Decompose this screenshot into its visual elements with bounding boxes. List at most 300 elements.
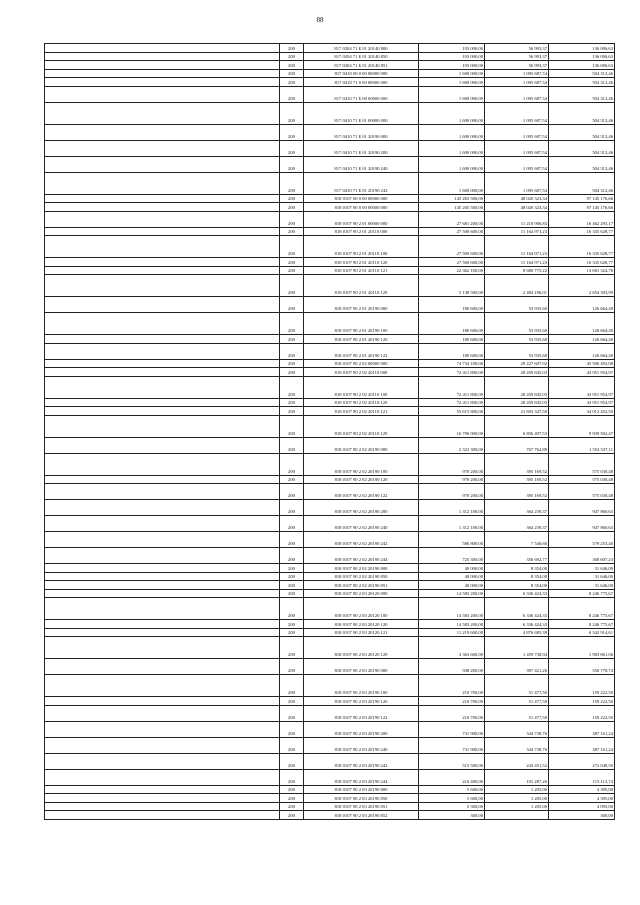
row-name [45, 44, 280, 53]
table-row [45, 737, 615, 753]
row-budget-code: 817 0410 71 Б 00 00000 000 [304, 86, 419, 102]
row-name [45, 376, 280, 398]
row-name [45, 637, 280, 659]
row-approved-amount: 216 400,00 [419, 769, 485, 785]
row-name [45, 61, 280, 70]
row-name [45, 194, 280, 203]
row-name [45, 124, 280, 140]
row-name [45, 78, 280, 87]
row-executed-amount: 28 459 845,03 [485, 398, 549, 407]
row-executed-amount: 6 336 424,33 [485, 589, 549, 598]
row-budget-code: 817 0410 71 Б 01 20190 240 [304, 156, 419, 172]
row-budget-code: 818 0107 90 2 02 20190 000 [304, 437, 419, 453]
row-approved-amount: 180 600,00 [419, 343, 485, 359]
row-name [45, 227, 280, 236]
row-name [45, 753, 280, 769]
row-budget-code: 818 0107 90 2 02 20190 851 [304, 581, 419, 590]
row-executed-amount: 8 354,00 [485, 564, 549, 573]
row-name [45, 140, 280, 156]
row-approved-amount: 210 700,00 [419, 675, 485, 697]
row-executed-amount: 11 164 971,23 [485, 227, 549, 236]
table-row [45, 437, 615, 453]
row-remaining-amount: 16 335 628,77 [549, 227, 615, 236]
row-approved-amount: 948 200,00 [419, 659, 485, 675]
table-row [45, 275, 615, 297]
row-executed-amount: 1 095 687,54 [485, 69, 549, 78]
row-name [45, 769, 280, 785]
row-approved-amount: 1 600 000,00 [419, 140, 485, 156]
row-line-code: 200 [280, 769, 304, 785]
table-row [45, 407, 615, 416]
row-line-code: 200 [280, 415, 304, 437]
row-executed-amount: 243 451,52 [485, 753, 549, 769]
row-budget-code: 818 0107 90 2 01 20190 000 [304, 297, 419, 313]
row-approved-amount: 193 000,00 [419, 61, 485, 70]
row-approved-amount: 1 600 000,00 [419, 78, 485, 87]
row-approved-amount: 11 219 600,00 [419, 628, 485, 637]
row-line-code: 200 [280, 236, 304, 258]
row-line-code: 200 [280, 297, 304, 313]
row-remaining-amount: 579 253,40 [549, 532, 615, 548]
row-budget-code: 818 0107 90 2 02 20190 242 [304, 532, 419, 548]
row-executed-amount: 6 336 424,33 [485, 598, 549, 620]
row-line-code: 200 [280, 78, 304, 87]
table-row [45, 211, 615, 227]
row-name [45, 335, 280, 344]
row-name [45, 52, 280, 61]
table-row [45, 620, 615, 629]
row-approved-amount: 74 734 100,00 [419, 359, 485, 368]
row-budget-code: 818 0107 90 2 03 20190 851 [304, 802, 419, 811]
row-name [45, 415, 280, 437]
row-line-code: 200 [280, 258, 304, 267]
table-row [45, 659, 615, 675]
row-remaining-amount: 504 312,46 [549, 156, 615, 172]
row-name [45, 343, 280, 359]
row-budget-code: 818 0107 90 2 03 20120 000 [304, 589, 419, 598]
row-remaining-amount: 575 030,48 [549, 475, 615, 484]
row-remaining-amount: 9 939 502,47 [549, 415, 615, 437]
row-remaining-amount: 947 860,63 [549, 516, 615, 532]
row-approved-amount: 145 265 500,00 [419, 194, 485, 203]
page-number: 88 [316, 16, 324, 24]
row-approved-amount: 72 411 800,00 [419, 398, 485, 407]
row-name [45, 675, 280, 697]
row-budget-code: 818 0107 90 2 02 20190 850 [304, 572, 419, 581]
row-budget-code: 818 0107 00 0 00 00000 000 [304, 194, 419, 203]
row-name [45, 211, 280, 227]
row-approved-amount: 180 600,00 [419, 335, 485, 344]
row-line-code: 200 [280, 194, 304, 203]
row-budget-code: 818 0107 90 2 03 20190 000 [304, 659, 419, 675]
row-approved-amount: 145 265 500,00 [419, 203, 485, 212]
row-remaining-amount: 504 312,46 [549, 172, 615, 194]
table-row [45, 156, 615, 172]
row-remaining-amount: 159 222,50 [549, 697, 615, 706]
row-approved-amount: 300,00 [419, 811, 485, 820]
budget-table [44, 43, 615, 820]
row-name [45, 475, 280, 484]
row-remaining-amount: 8 246 775,67 [549, 589, 615, 598]
row-remaining-amount: 504 312,46 [549, 69, 615, 78]
row-remaining-amount: 575 030,48 [549, 484, 615, 500]
row-executed-amount: 344 738,76 [485, 721, 549, 737]
row-executed-amount: 29 227 607,92 [485, 359, 549, 368]
row-remaining-amount: 97 145 176,66 [549, 203, 615, 212]
row-executed-amount: 6 856 497,53 [485, 415, 549, 437]
table-row [45, 628, 615, 637]
row-budget-code: 818 0107 90 2 01 20110 120 [304, 258, 419, 267]
row-line-code: 200 [280, 203, 304, 212]
table-row [45, 564, 615, 573]
row-executed-amount: 1 095 687,54 [485, 124, 549, 140]
row-approved-amount: 731 900,00 [419, 737, 485, 753]
row-executed-amount: 2 484 196,01 [485, 275, 549, 297]
budget-table-body [45, 44, 615, 820]
row-remaining-amount: 16 335 628,77 [549, 236, 615, 258]
table-row [45, 102, 615, 124]
row-executed-amount: 56 993,37 [485, 52, 549, 61]
row-line-code: 200 [280, 637, 304, 659]
row-line-code: 200 [280, 564, 304, 573]
row-approved-amount: 970 200,00 [419, 484, 485, 500]
row-remaining-amount: 272 048,50 [549, 753, 615, 769]
row-name [45, 705, 280, 721]
row-line-code: 200 [280, 398, 304, 407]
row-approved-amount: 27 500 600,00 [419, 236, 485, 258]
row-approved-amount: 72 411 800,00 [419, 368, 485, 377]
row-budget-code: 818 0107 90 2 02 20110 121 [304, 407, 419, 416]
table-row [45, 811, 615, 820]
row-remaining-amount: 504 312,46 [549, 78, 615, 87]
row-remaining-amount: 43 951 954,97 [549, 368, 615, 377]
row-approved-amount: 731 900,00 [419, 721, 485, 737]
row-budget-code: 818 0107 90 2 02 00000 000 [304, 359, 419, 368]
row-name [45, 697, 280, 706]
row-approved-amount: 180 600,00 [419, 297, 485, 313]
row-name [45, 572, 280, 581]
row-approved-amount: 27 500 600,00 [419, 227, 485, 236]
row-budget-code: 817 0410 71 Б 01 00000 000 [304, 102, 419, 124]
row-executed-amount: 8 680 775,22 [485, 266, 549, 275]
row-budget-code: 817 0410 71 Б 01 20190 200 [304, 140, 419, 156]
row-name [45, 581, 280, 590]
row-line-code: 200 [280, 69, 304, 78]
row-executed-amount: 51 477,50 [485, 675, 549, 697]
row-line-code: 200 [280, 697, 304, 706]
row-budget-code: 817 0204 71 Б 01 20140 800 [304, 44, 419, 53]
row-name [45, 313, 280, 335]
row-budget-code: 818 0107 90 2 03 20190 244 [304, 769, 419, 785]
row-executed-amount: 1 095 687,54 [485, 102, 549, 124]
row-budget-code: 818 0107 90 2 02 20110 100 [304, 376, 419, 398]
row-executed-amount: 21 603 347,50 [485, 407, 549, 416]
row-line-code: 200 [280, 407, 304, 416]
table-row [45, 675, 615, 697]
row-budget-code: 818 0107 90 2 01 20110 000 [304, 227, 419, 236]
row-name [45, 359, 280, 368]
table-row [45, 769, 615, 785]
row-approved-amount: 2 322 300,00 [419, 437, 485, 453]
row-line-code: 200 [280, 266, 304, 275]
row-executed-amount: 364 239,37 [485, 500, 549, 516]
row-approved-amount: 14 583 200,00 [419, 598, 485, 620]
table-row [45, 532, 615, 548]
row-remaining-amount: 45 506 492,08 [549, 359, 615, 368]
row-name [45, 203, 280, 212]
row-remaining-amount: 31 646,00 [549, 581, 615, 590]
row-approved-amount: 1 600 000,00 [419, 156, 485, 172]
row-line-code: 200 [280, 753, 304, 769]
row-executed-amount: 395 169,52 [485, 484, 549, 500]
row-name [45, 802, 280, 811]
row-executed-amount: 395 169,52 [485, 453, 549, 475]
row-budget-code: 817 0410 00 0 00 00000 000 [304, 69, 419, 78]
row-line-code: 200 [280, 102, 304, 124]
row-remaining-amount: 34 012 452,50 [549, 407, 615, 416]
row-remaining-amount: 126 664,40 [549, 313, 615, 335]
row-executed-amount: 1 095 687,54 [485, 172, 549, 194]
row-line-code: 200 [280, 628, 304, 637]
row-name [45, 297, 280, 313]
row-name [45, 500, 280, 516]
row-remaining-amount: 504 312,46 [549, 124, 615, 140]
row-remaining-amount: 947 860,63 [549, 500, 615, 516]
row-remaining-amount: 31 646,00 [549, 572, 615, 581]
row-line-code: 200 [280, 620, 304, 629]
row-executed-amount: 356 692,77 [485, 548, 549, 564]
row-name [45, 794, 280, 803]
row-line-code: 200 [280, 484, 304, 500]
row-budget-code: 818 0107 90 2 02 20190 122 [304, 484, 419, 500]
row-name [45, 236, 280, 258]
row-name [45, 811, 280, 820]
row-executed-amount: 395 169,52 [485, 475, 549, 484]
row-budget-code: 818 0107 90 2 03 20190 800 [304, 785, 419, 794]
row-line-code: 200 [280, 581, 304, 590]
row-line-code: 200 [280, 811, 304, 820]
row-budget-code: 818 0107 90 2 03 20190 100 [304, 675, 419, 697]
table-row [45, 258, 615, 267]
table-row [45, 335, 615, 344]
table-row [45, 368, 615, 377]
table-row [45, 86, 615, 102]
table-row [45, 52, 615, 61]
row-name [45, 484, 280, 500]
row-name [45, 785, 280, 794]
table-row [45, 124, 615, 140]
table-row [45, 721, 615, 737]
row-line-code: 200 [280, 572, 304, 581]
row-approved-amount: 210 700,00 [419, 705, 485, 721]
row-budget-code: 818 0107 90 2 03 20190 200 [304, 721, 419, 737]
table-row [45, 313, 615, 335]
row-executed-amount: 344 738,76 [485, 737, 549, 753]
table-row [45, 705, 615, 721]
row-executed-amount: 28 459 845,03 [485, 376, 549, 398]
row-approved-amount: 27 681 200,00 [419, 211, 485, 227]
row-name [45, 453, 280, 475]
row-executed-amount: 11 218 906,83 [485, 211, 549, 227]
row-name [45, 620, 280, 629]
row-budget-code: 818 0107 90 2 02 20110 120 [304, 398, 419, 407]
row-approved-amount: 40 000,00 [419, 581, 485, 590]
table-row [45, 548, 615, 564]
row-line-code: 200 [280, 86, 304, 102]
row-budget-code: 818 0107 90 2 03 20190 242 [304, 753, 419, 769]
table-row [45, 203, 615, 212]
row-remaining-amount: 136 006,63 [549, 61, 615, 70]
row-line-code: 200 [280, 52, 304, 61]
row-executed-amount: 11 164 971,23 [485, 258, 549, 267]
row-remaining-amount: 13 681 324,78 [549, 266, 615, 275]
row-name [45, 437, 280, 453]
row-executed-amount: 53 935,60 [485, 313, 549, 335]
row-approved-amount: 55 615 800,00 [419, 407, 485, 416]
row-line-code: 200 [280, 548, 304, 564]
row-line-code: 200 [280, 368, 304, 377]
row-remaining-amount: 575 030,48 [549, 453, 615, 475]
row-budget-code: 818 0107 90 2 02 20190 244 [304, 548, 419, 564]
row-name [45, 628, 280, 637]
row-budget-code: 817 0410 71 Б 01 20190 000 [304, 124, 419, 140]
table-row [45, 140, 615, 156]
row-approved-amount: 5 600,00 [419, 785, 485, 794]
row-approved-amount: 5 138 500,00 [419, 275, 485, 297]
table-row [45, 227, 615, 236]
row-approved-amount: 27 500 600,00 [419, 258, 485, 267]
row-name [45, 69, 280, 78]
row-line-code: 200 [280, 500, 304, 516]
row-budget-code: 818 0107 90 2 02 20110 129 [304, 415, 419, 437]
row-remaining-amount: 6 342 914,61 [549, 628, 615, 637]
row-approved-amount: 1 600 000,00 [419, 69, 485, 78]
row-line-code: 200 [280, 140, 304, 156]
row-budget-code: 818 0107 90 2 02 20110 000 [304, 368, 419, 377]
row-name [45, 407, 280, 416]
row-executed-amount: 1 095 687,54 [485, 78, 549, 87]
row-name [45, 172, 280, 194]
row-approved-amount: 1 600 000,00 [419, 172, 485, 194]
row-budget-code: 818 0107 90 2 02 20190 200 [304, 500, 419, 516]
table-row [45, 44, 615, 53]
row-remaining-amount: 2 654 303,99 [549, 275, 615, 297]
row-approved-amount: 14 583 200,00 [419, 620, 485, 629]
row-name [45, 532, 280, 548]
row-approved-amount: 970 200,00 [419, 475, 485, 484]
row-name [45, 266, 280, 275]
row-line-code: 200 [280, 437, 304, 453]
table-row [45, 785, 615, 794]
row-budget-code: 818 0107 90 2 01 20190 122 [304, 343, 419, 359]
row-executed-amount: 1 459 738,94 [485, 637, 549, 659]
row-approved-amount: 72 411 800,00 [419, 376, 485, 398]
row-executed-amount [485, 811, 549, 820]
row-executed-amount: 6 336 424,33 [485, 620, 549, 629]
row-remaining-amount: 368 607,23 [549, 548, 615, 564]
row-approved-amount: 515 500,00 [419, 753, 485, 769]
row-remaining-amount: 387 161,24 [549, 721, 615, 737]
row-approved-amount: 40 000,00 [419, 564, 485, 573]
row-approved-amount: 180 600,00 [419, 313, 485, 335]
row-line-code: 200 [280, 275, 304, 297]
row-approved-amount: 40 000,00 [419, 572, 485, 581]
row-budget-code: 818 0107 90 2 03 20190 852 [304, 811, 419, 820]
row-remaining-amount: 300,00 [549, 811, 615, 820]
row-executed-amount: 51 477,50 [485, 705, 549, 721]
row-executed-amount: 1 205,00 [485, 794, 549, 803]
row-name [45, 516, 280, 532]
row-executed-amount: 53 935,60 [485, 297, 549, 313]
row-line-code: 200 [280, 705, 304, 721]
table-row [45, 297, 615, 313]
row-executed-amount: 8 354,00 [485, 581, 549, 590]
row-name [45, 737, 280, 753]
row-approved-amount: 14 583 200,00 [419, 589, 485, 598]
table-row [45, 475, 615, 484]
row-line-code: 200 [280, 475, 304, 484]
row-remaining-amount: 136 006,63 [549, 44, 615, 53]
row-budget-code: 818 0107 90 2 01 00000 000 [304, 211, 419, 227]
table-row [45, 343, 615, 359]
row-remaining-amount: 126 664,40 [549, 343, 615, 359]
row-approved-amount: 1 600 000,00 [419, 124, 485, 140]
row-budget-code: 818 0107 90 2 02 20190 240 [304, 516, 419, 532]
row-executed-amount: 56 993,37 [485, 44, 549, 53]
row-executed-amount: 1 205,00 [485, 802, 549, 811]
row-approved-amount: 970 200,00 [419, 453, 485, 475]
row-remaining-amount: 126 664,40 [549, 335, 615, 344]
row-budget-code: 817 0204 71 Б 01 20140 851 [304, 61, 419, 70]
row-line-code: 200 [280, 227, 304, 236]
table-row [45, 236, 615, 258]
table-row [45, 794, 615, 803]
row-budget-code: 818 0107 90 2 01 20190 120 [304, 335, 419, 344]
row-executed-amount: 7 546,60 [485, 532, 549, 548]
row-remaining-amount: 4 395,00 [549, 785, 615, 794]
row-remaining-amount: 126 664,40 [549, 297, 615, 313]
row-line-code: 200 [280, 721, 304, 737]
row-line-code: 200 [280, 598, 304, 620]
row-approved-amount: 1 312 100,00 [419, 516, 485, 532]
row-approved-amount: 193 000,00 [419, 44, 485, 53]
row-line-code: 200 [280, 343, 304, 359]
row-approved-amount: 586 800,00 [419, 532, 485, 548]
row-remaining-amount: 8 246 775,67 [549, 598, 615, 620]
row-budget-code: 818 0107 90 2 01 20110 129 [304, 275, 419, 297]
table-row [45, 398, 615, 407]
row-remaining-amount: 504 312,46 [549, 86, 615, 102]
row-line-code: 200 [280, 659, 304, 675]
row-remaining-amount: 4 395,00 [549, 794, 615, 803]
row-remaining-amount: 115 112,74 [549, 769, 615, 785]
row-remaining-amount: 16 462 293,17 [549, 211, 615, 227]
row-approved-amount: 1 600 000,00 [419, 102, 485, 124]
row-budget-code: 818 0107 90 2 03 20120 100 [304, 598, 419, 620]
row-remaining-amount: 159 222,50 [549, 675, 615, 697]
row-executed-amount: 1 205,00 [485, 785, 549, 794]
row-budget-code: 818 0107 90 2 03 20190 120 [304, 697, 419, 706]
row-line-code: 200 [280, 61, 304, 70]
row-approved-amount: 725 300,00 [419, 548, 485, 564]
table-row [45, 376, 615, 398]
row-remaining-amount: 504 312,46 [549, 102, 615, 124]
row-executed-amount: 56 993,37 [485, 61, 549, 70]
row-line-code: 200 [280, 589, 304, 598]
row-line-code: 200 [280, 156, 304, 172]
row-line-code: 200 [280, 124, 304, 140]
row-name [45, 548, 280, 564]
